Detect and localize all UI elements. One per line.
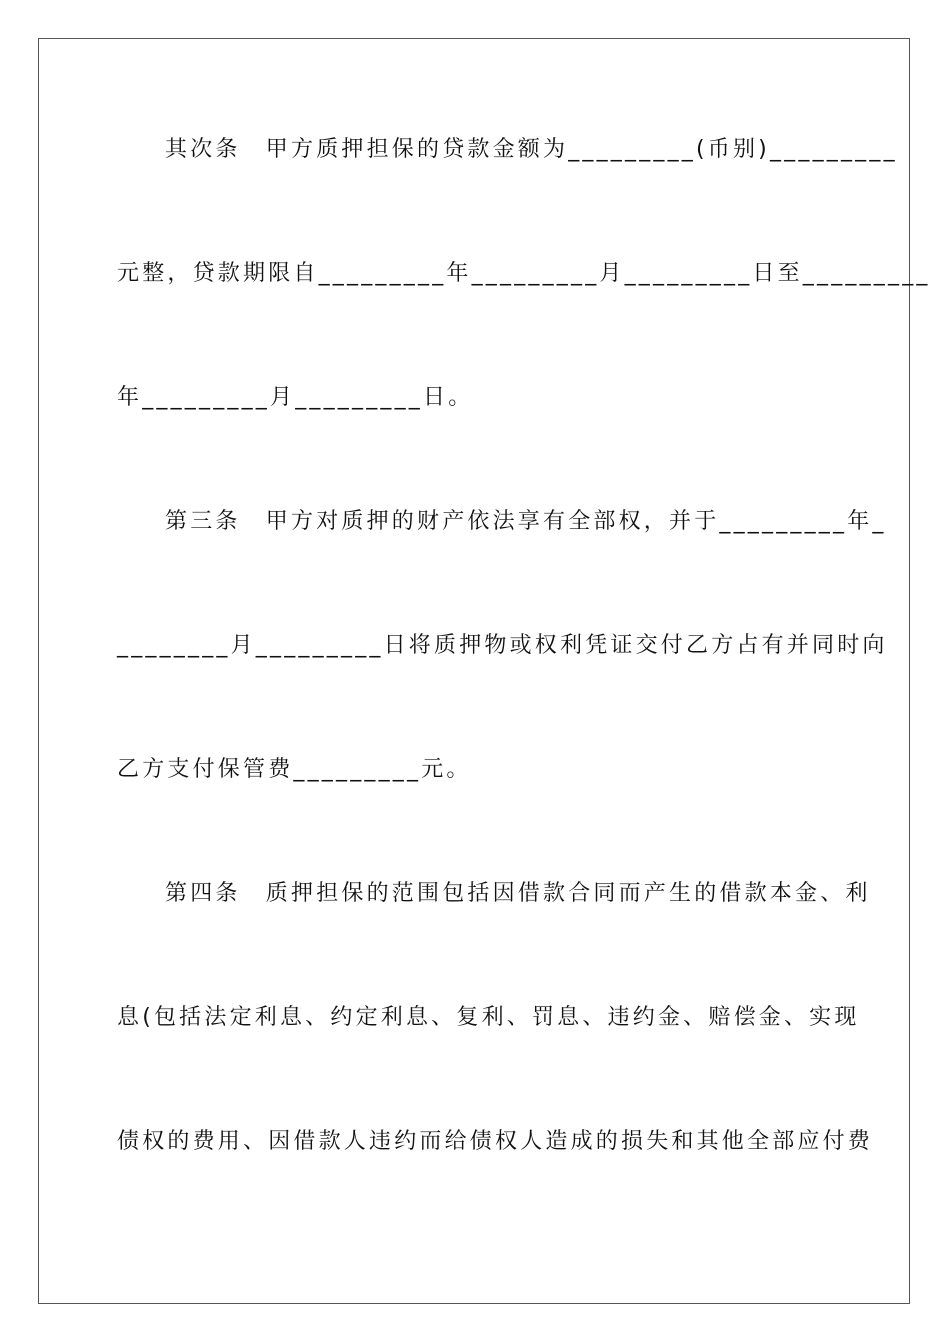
article-4-line-2: 息(包括法定利息、约定利息、复利、罚息、违约金、赔偿金、实现 — [117, 1005, 860, 1030]
article-3-line-1: 第三条 甲方对质押的财产依法享有全部权，并于_________年_ — [165, 509, 887, 534]
article-2-line-1: 其次条 甲方质押担保的贷款金额为_________(币别)_________ — [165, 137, 898, 162]
article-4-line-3: 债权的费用、因借款人违约而给债权人造成的损失和其他全部应付费 — [117, 1129, 874, 1154]
page-border — [38, 38, 931, 1304]
article-2-line-3: 年_________月_________日。 — [117, 385, 474, 410]
article-2-line-2: 元整，贷款期限自_________年_________月_________日至_________ — [117, 261, 931, 286]
article-3-line-2: ________月_________日将质押物或权利凭证交付乙方占有并同时向 — [117, 633, 888, 658]
article-3-line-3: 乙方支付保管费_________元。 — [117, 757, 472, 782]
article-4-line-1: 第四条 质押担保的范围包括因借款合同而产生的借款本金、利 — [165, 881, 871, 906]
